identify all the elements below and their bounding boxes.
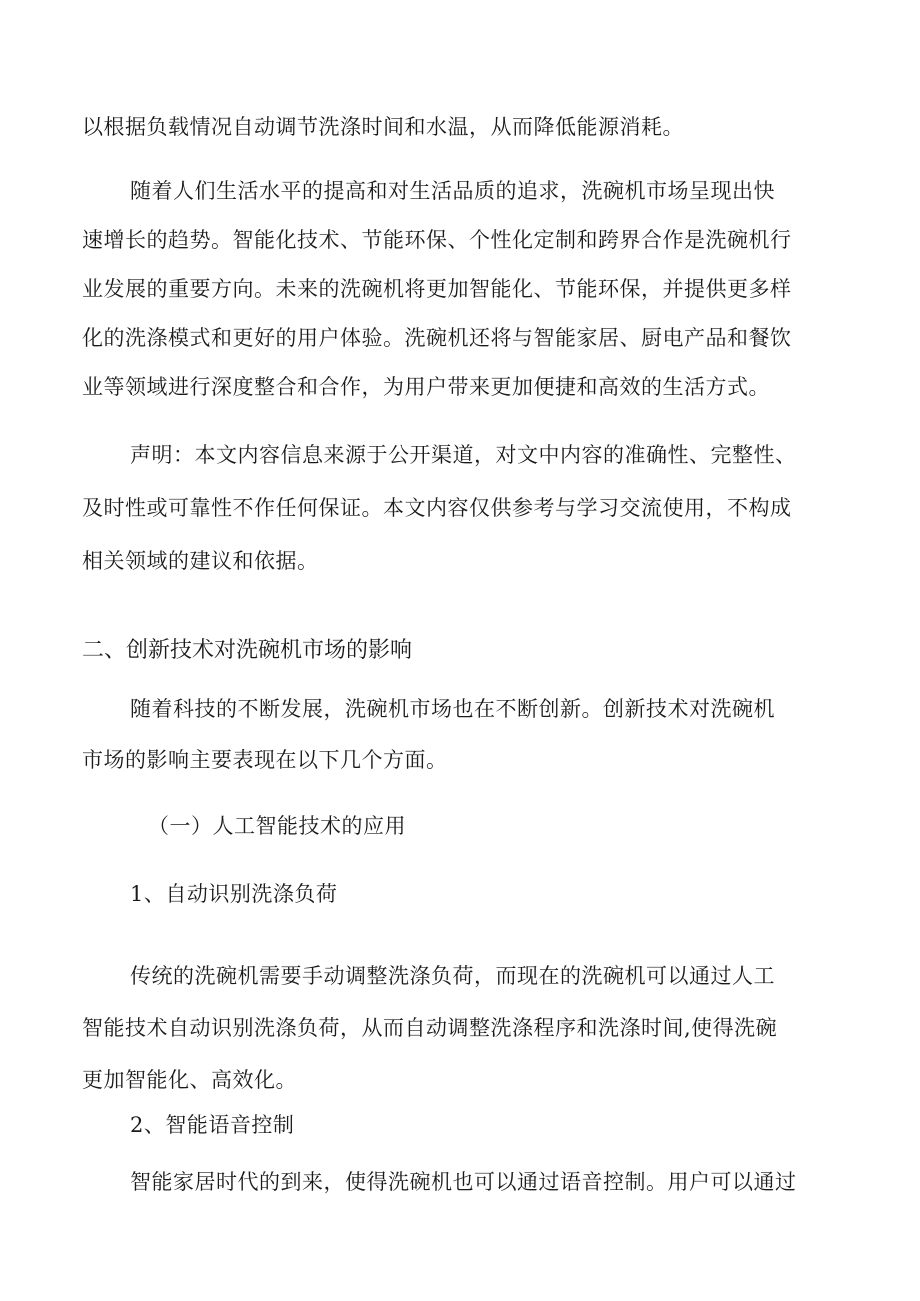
disclaimer-line: 及时性或可靠性不作任何保证。本文内容仅供参考与学习交流使用，不构成 — [82, 496, 792, 520]
section-intro-line: 随着科技的不断发展，洗碗机市场也在不断创新。创新技术对洗碗机 — [130, 697, 775, 721]
section-heading: 二、创新技术对洗碗机市场的影响 — [82, 638, 413, 663]
paragraph-line: 业发展的重要方向。未来的洗碗机将更加智能化、节能环保，并提供更多样 — [82, 277, 792, 301]
section-intro-line: 市场的影响主要表现在以下几个方面。 — [82, 748, 448, 772]
item-1-body-line: 传统的洗碗机需要手动调整洗涤负荷，而现在的洗碗机可以通过人工 — [130, 964, 775, 988]
paragraph-line: 随着人们生活水平的提高和对生活品质的追求，洗碗机市场呈现出快 — [130, 179, 775, 203]
subsection-heading: （一）人工智能技术的应用 — [148, 814, 406, 838]
paragraph-line: 速增长的趋势。智能化技术、节能环保、个性化定制和跨界合作是洗碗机行 — [82, 228, 792, 252]
item-1-body-line: 更加智能化、高效化。 — [82, 1068, 297, 1092]
item-1-heading: 1、自动识别洗涤负荷 — [130, 882, 338, 906]
disclaimer-line: 相关领域的建议和依据。 — [82, 549, 319, 573]
item-2-body-line: 智能家居时代的到来，使得洗碗机也可以通过语音控制。用户可以通过 — [130, 1170, 797, 1194]
item-1-body-line: 智能技术自动识别洗涤负荷，从而自动调整洗涤程序和洗涤时间,使得洗碗 — [82, 1016, 778, 1040]
item-2-heading: 2、智能语音控制 — [130, 1113, 295, 1137]
paragraph-line: 化的洗涤模式和更好的用户体验。洗碗机还将与智能家居、厨电产品和餐饮 — [82, 326, 792, 350]
disclaimer-line: 声明：本文内容信息来源于公开渠道，对文中内容的准确性、完整性、 — [130, 443, 797, 467]
paragraph-line: 以根据负载情况自动调节洗涤时间和水温，从而降低能源消耗。 — [82, 115, 684, 139]
paragraph-line: 业等领域进行深度整合和合作，为用户带来更加便捷和高效的生活方式。 — [82, 375, 770, 399]
